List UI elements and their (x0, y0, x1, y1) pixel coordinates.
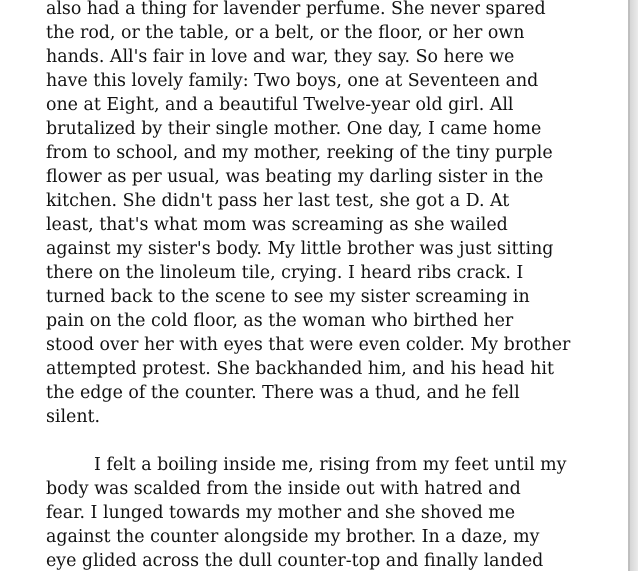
text-line: against the counter alongside my brother. In a daze, my (46, 527, 540, 547)
text-line: one at Eight, and a beautiful Twelve-year old girl. All (46, 95, 514, 115)
text-line: attempted protest. She backhanded him, and his head hit (46, 359, 554, 379)
text-line: pain on the cold floor, as the woman who birthed her (46, 311, 514, 331)
text-line: from to school, and my mother, reeking of the tiny purple (46, 143, 553, 163)
text-line: body was scalded from the inside out with hatred and (46, 479, 521, 499)
text-line: stood over her with eyes that were even colder. My brother (46, 335, 571, 355)
text-line: kitchen. She didn't pass her last test, she got a D. At (46, 191, 510, 211)
text-line: have this lovely family: Two boys, one at Seventeen and (46, 71, 539, 91)
text-line: turned back to the scene to see my sister screaming in (46, 287, 530, 307)
text-line: brutalized by their single mother. One day, I came home (46, 119, 542, 139)
text-line: eye glided across the dull counter-top and finally landed (46, 551, 544, 571)
text-line-first-indented: I felt a boiling inside me, rising from my feet until my (94, 455, 567, 475)
text-line: hands. All's fair in love and war, they say. So here we (46, 47, 515, 67)
text-line: also had a thing for lavender perfume. She never spared (46, 0, 546, 19)
text-line: there on the linoleum tile, crying. I heard ribs crack. I (46, 263, 524, 283)
text-line: silent. (46, 407, 101, 427)
page-shadow (630, 0, 638, 571)
text-line: the rod, or the table, or a belt, or the floor, or her own (46, 23, 525, 43)
page-body-text (46, 0, 606, 571)
paragraph-spacing (46, 429, 606, 453)
text-line: fear. I lunged towards my mother and she shoved me (46, 503, 516, 523)
text-line: the edge of the counter. There was a thud, and he fell (46, 383, 520, 403)
text-line: flower as per usual, was beating my darling sister in the (46, 167, 544, 187)
text-line: least, that's what mom was screaming as she wailed (46, 215, 508, 235)
text-line: against my sister's body. My little brother was just sitting (46, 239, 554, 259)
